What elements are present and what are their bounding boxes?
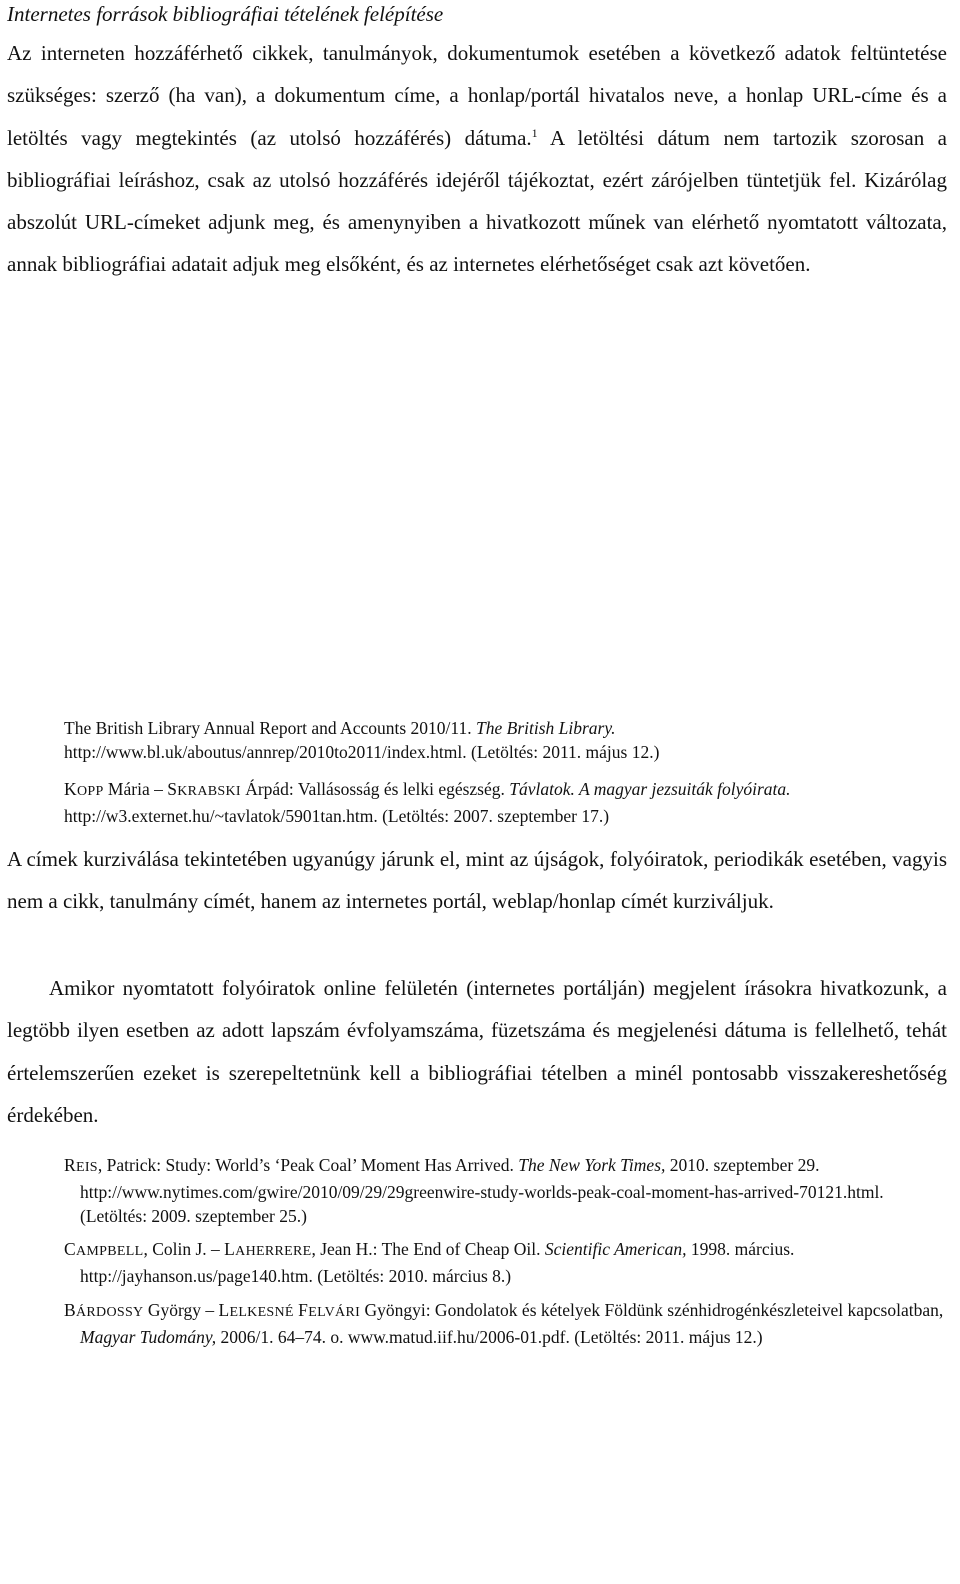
footnote-reference[interactable]: 1 bbox=[531, 125, 538, 140]
italic-titles-paragraph: A címek kurziválása tekintetében ugyanúgy járunk el, mint az újságok, folyóiratok, periodikák esetében, vagyis nem a cikk, tanulmány címét, hanem az internetes portál, weblap/honlap címét kurziváljuk. bbox=[7, 847, 947, 914]
printed-journals-paragraph: Amikor nyomtatott folyóiratok online felületén (internetes portálján) megjelent írásokra hivatkozunk, a legtöbb ilyen esetben az adott lapszám évfolyamszáma, füzetszáma és megjelenési dátuma is fellelhető, tehát értelemszerűen ezeket is szerepeltetnünk kell a bibliográfiai tételben a minél pontosabb visszakereshetőség érdekében. bbox=[7, 976, 947, 1127]
example-reference-kopp: KOPP Mária – SKRABSKI Árpád: Vallásosság és lelki egészség. Távlatok. A magyar jezsuiták folyóirata. http://w3.externet.hu/~tavlatok/5901tan.htm. (Letöltés: 2007. szeptember 17.) bbox=[64, 779, 791, 826]
example-reference-bardossy: BÁRDOSSY György – LELKESNÉ FELVÁRI Gyöngyi: Gondolatok és kételyek Földünk szénhidrogénkészleteivel kapcsolatban, Magyar Tudomány, 2006/1. 64–74. o. www.matud.iif.hu/2006-01.pdf. (Letöltés: 2011. május 12.) bbox=[64, 1300, 944, 1347]
example-reference-reis: REIS, Patrick: Study: World’s ‘Peak Coal’ Moment Has Arrived. The New York Times, 2010. szeptember 29. http://www.nytimes.com/gwire/2010/09/29/29greenwire-study-worlds-peak-coal-moment-has-arrived-70121.html. (Letöltés: 2009. szeptember 25.) bbox=[64, 1155, 884, 1226]
example-reference-campbell: CAMPBELL, Colin J. – LAHERRERE, Jean H.: The End of Cheap Oil. Scientific American, 1998. március. http://jayhanson.us/page140.htm. (Letöltés: 2010. március 8.) bbox=[64, 1239, 795, 1286]
intro-paragraph: Az interneten hozzáférhető cikkek, tanulmányok, dokumentumok esetében a következő adatok feltüntetése szükséges: szerző (ha van), a dokumentum címe, a honlap/portál hivatalos neve, a honlap URL-címe és a letöltés vagy megtekintés (az utolsó hozzáférés) dátuma.$^1$ A letöltési dátum nem tartozik szorosan a bibliográfiai leíráshoz, csak az utolsó hozzáférés idejéről tájékoztat, ezért zárójelben tüntetjük fel. Kizárólag abszolút URL-címeket adjunk meg, és amenynyiben a hivatkozott műnek van elérhető nyomtatott változata, annak bibliográfiai adatait adjuk meg elsőként, és az internetes elérhetőséget csak azt követően. bbox=[7, 41, 947, 277]
example-reference-british-library: The British Library Annual Report and Accounts 2010/11. The British Library. http://www.bl.uk/aboutus/annrep/2010to2011/index.html. (Letöltés: 2011. május 12.) bbox=[64, 718, 660, 762]
section-heading-internet-sources: Internetes források bibliográfiai tételének felépítése bbox=[7, 2, 444, 26]
